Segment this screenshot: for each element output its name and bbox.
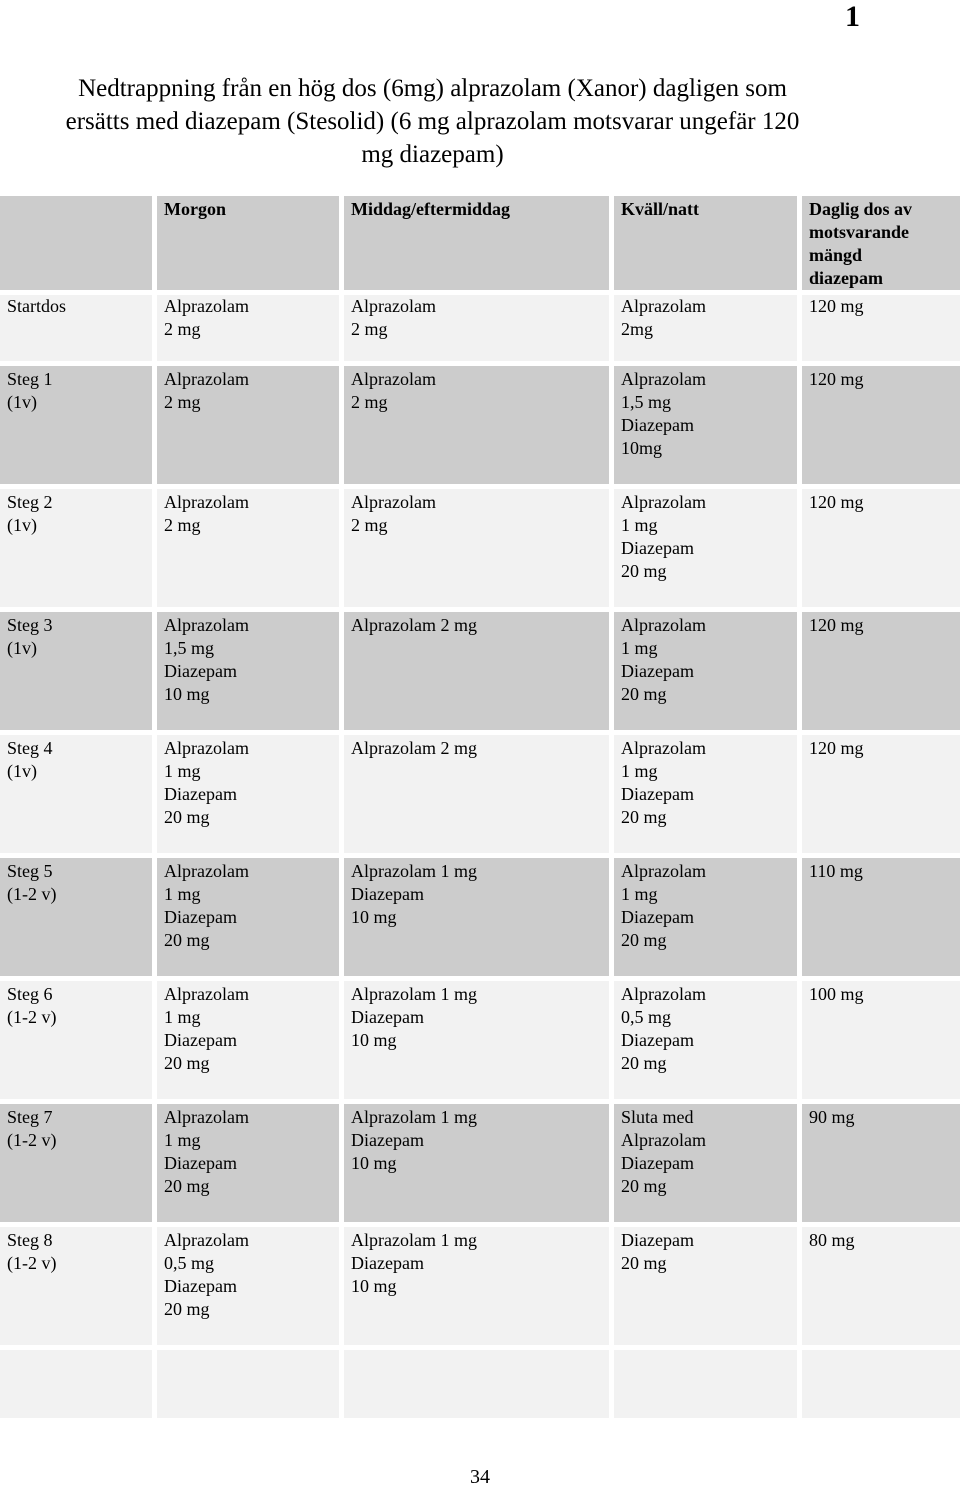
cell-line: Steg 7 bbox=[7, 1107, 53, 1127]
tapering-schedule-table bbox=[0, 191, 960, 1423]
daily-dose-cell bbox=[802, 366, 960, 484]
cell-line: 1 mg bbox=[621, 761, 658, 781]
cell-line: 10 mg bbox=[164, 684, 210, 704]
daily-dose-cell bbox=[802, 1104, 960, 1222]
cell-line: 1 mg bbox=[621, 515, 658, 535]
cell-line: Alprazolam bbox=[351, 369, 436, 389]
cell-line: 2 mg bbox=[164, 392, 201, 412]
cell-line: 20 mg bbox=[621, 684, 667, 704]
step-label-cell bbox=[0, 1227, 152, 1345]
cell-line: Diazepam bbox=[351, 1007, 424, 1027]
morning-cell bbox=[157, 981, 339, 1099]
midday-cell bbox=[344, 489, 609, 607]
cell-line: Diazepam bbox=[621, 784, 694, 804]
cell-line: Sluta med bbox=[621, 1107, 694, 1127]
midday-cell bbox=[344, 1104, 609, 1222]
cell-line: Diazepam bbox=[164, 1153, 237, 1173]
cell-line: 10mg bbox=[621, 438, 663, 458]
cell-line: Diazepam bbox=[621, 1153, 694, 1173]
cell-line: 20 mg bbox=[621, 807, 667, 827]
cell-line: Diazepam bbox=[621, 907, 694, 927]
cell-line: Alprazolam bbox=[164, 861, 249, 881]
cell-line: 0,5 mg bbox=[164, 1253, 215, 1273]
table-row bbox=[0, 981, 960, 1099]
cell-line: 20 mg bbox=[164, 1299, 210, 1319]
midday-cell bbox=[344, 366, 609, 484]
cell-line: Alprazolam 2 mg bbox=[351, 615, 477, 635]
table-row bbox=[0, 858, 960, 976]
cell-line: Alprazolam 1 mg bbox=[351, 984, 477, 1004]
cell-line: 120 mg bbox=[809, 738, 864, 758]
step-label-cell bbox=[0, 735, 152, 853]
cell-line: Steg 2 bbox=[7, 492, 53, 512]
cell-line: Diazepam bbox=[164, 661, 237, 681]
daily-dose-cell bbox=[802, 295, 960, 361]
cell-line: Alprazolam bbox=[164, 296, 249, 316]
cell-line: 1 mg bbox=[164, 761, 201, 781]
cell-line: 10 mg bbox=[351, 1030, 397, 1050]
cell-line: (1-2 v) bbox=[7, 1130, 57, 1150]
cell-line: 20 mg bbox=[164, 1176, 210, 1196]
cell-line: 90 mg bbox=[809, 1107, 855, 1127]
cell-line: 20 mg bbox=[621, 1053, 667, 1073]
midday-cell bbox=[344, 295, 609, 361]
step-label-cell bbox=[0, 366, 152, 484]
cell-line: Alprazolam bbox=[621, 296, 706, 316]
cell-line: 0,5 mg bbox=[621, 1007, 672, 1027]
cell-line: Alprazolam bbox=[164, 1230, 249, 1250]
cell-line: 2 mg bbox=[351, 392, 388, 412]
morning-cell bbox=[157, 489, 339, 607]
morning-cell bbox=[157, 1104, 339, 1222]
cell-line: Alprazolam bbox=[164, 738, 249, 758]
cell-line: 2mg bbox=[621, 319, 654, 339]
morning-cell bbox=[157, 612, 339, 730]
page-number-top: 1 bbox=[845, 0, 860, 33]
morning-cell bbox=[157, 295, 339, 361]
cell-line: 20 mg bbox=[621, 1253, 667, 1273]
header-row bbox=[0, 196, 960, 290]
evening-cell bbox=[614, 981, 797, 1099]
empty-cell bbox=[0, 1350, 152, 1418]
cell-line: Diazepam bbox=[351, 1253, 424, 1273]
cell-line: 120 mg bbox=[809, 369, 864, 389]
header-daily-line-2: motsvarande bbox=[809, 222, 909, 242]
cell-line: Alprazolam bbox=[621, 738, 706, 758]
cell-line: Alprazolam bbox=[164, 984, 249, 1004]
cell-line: 10 mg bbox=[351, 907, 397, 927]
evening-cell bbox=[614, 489, 797, 607]
cell-line: 1 mg bbox=[621, 638, 658, 658]
cell-line: 20 mg bbox=[164, 1053, 210, 1073]
cell-line: Alprazolam 1 mg bbox=[351, 1230, 477, 1250]
table-row bbox=[0, 735, 960, 853]
midday-cell bbox=[344, 612, 609, 730]
evening-cell bbox=[614, 1227, 797, 1345]
header-cell-empty bbox=[0, 196, 152, 290]
empty-cell bbox=[614, 1350, 797, 1418]
table-row bbox=[0, 1227, 960, 1345]
cell-line: Diazepam bbox=[164, 907, 237, 927]
header-morning: Morgon bbox=[157, 196, 339, 290]
evening-cell bbox=[614, 735, 797, 853]
step-label-cell bbox=[0, 295, 152, 361]
cell-line: 10 mg bbox=[351, 1153, 397, 1173]
cell-line: Alprazolam bbox=[164, 1107, 249, 1127]
title-line-2: ersätts med diazepam (Stesolid) (6 mg alprazolam motsvarar ungefär 120 bbox=[65, 108, 800, 135]
cell-line: (1-2 v) bbox=[7, 884, 57, 904]
evening-cell bbox=[614, 366, 797, 484]
morning-cell bbox=[157, 735, 339, 853]
midday-cell bbox=[344, 1227, 609, 1345]
cell-line: 2 mg bbox=[351, 515, 388, 535]
header-midday: Middag/eftermiddag bbox=[344, 196, 609, 290]
evening-cell bbox=[614, 858, 797, 976]
cell-line: Diazepam bbox=[621, 661, 694, 681]
cell-line: (1-2 v) bbox=[7, 1007, 57, 1027]
cell-line: Alprazolam bbox=[164, 492, 249, 512]
daily-dose-cell bbox=[802, 735, 960, 853]
cell-line: 20 mg bbox=[621, 930, 667, 950]
step-label-cell bbox=[0, 1104, 152, 1222]
cell-line: 20 mg bbox=[621, 1176, 667, 1196]
table-row bbox=[0, 612, 960, 730]
cell-line: 20 mg bbox=[164, 807, 210, 827]
cell-line: Alprazolam bbox=[164, 369, 249, 389]
empty-cell bbox=[157, 1350, 339, 1418]
cell-line: (1v) bbox=[7, 392, 37, 412]
cell-line: Diazepam bbox=[621, 415, 694, 435]
step-label-cell bbox=[0, 489, 152, 607]
step-label-cell bbox=[0, 858, 152, 976]
cell-line: 1,5 mg bbox=[621, 392, 672, 412]
cell-line: Alprazolam bbox=[621, 984, 706, 1004]
table-row bbox=[0, 295, 960, 361]
cell-line: 110 mg bbox=[809, 861, 863, 881]
cell-line: Alprazolam bbox=[351, 296, 436, 316]
cell-line: Alprazolam bbox=[621, 615, 706, 635]
daily-dose-cell bbox=[802, 858, 960, 976]
schedule-body bbox=[0, 196, 960, 1418]
cell-line: Steg 8 bbox=[7, 1230, 53, 1250]
evening-cell bbox=[614, 612, 797, 730]
table-row bbox=[0, 489, 960, 607]
step-label-cell bbox=[0, 981, 152, 1099]
evening-cell bbox=[614, 1104, 797, 1222]
cell-line: 120 mg bbox=[809, 296, 864, 316]
header-daily-line-4: diazepam bbox=[809, 268, 883, 288]
empty-cell bbox=[344, 1350, 609, 1418]
cell-line: 2 mg bbox=[164, 319, 201, 339]
morning-cell bbox=[157, 858, 339, 976]
cell-line: Diazepam bbox=[621, 538, 694, 558]
step-label-cell bbox=[0, 612, 152, 730]
cell-line: (1v) bbox=[7, 515, 37, 535]
cell-line: Alprazolam bbox=[621, 861, 706, 881]
morning-cell bbox=[157, 1227, 339, 1345]
daily-dose-cell bbox=[802, 981, 960, 1099]
cell-line: Diazepam bbox=[164, 1030, 237, 1050]
cell-line: Alprazolam bbox=[621, 492, 706, 512]
empty-cell bbox=[802, 1350, 960, 1418]
cell-line: Alprazolam 2 mg bbox=[351, 738, 477, 758]
cell-line: Alprazolam bbox=[621, 1130, 706, 1150]
header-daily-dose bbox=[802, 196, 960, 290]
cell-line: Steg 1 bbox=[7, 369, 53, 389]
header-daily-line-3: mängd bbox=[809, 245, 863, 265]
header-daily-line-1: Daglig dos av bbox=[809, 199, 913, 219]
empty-table-row bbox=[0, 1350, 960, 1418]
cell-line: 120 mg bbox=[809, 615, 864, 635]
cell-line: Steg 5 bbox=[7, 861, 53, 881]
cell-line: 1 mg bbox=[164, 884, 201, 904]
cell-line: Alprazolam bbox=[351, 492, 436, 512]
daily-dose-cell bbox=[802, 489, 960, 607]
cell-line: Steg 6 bbox=[7, 984, 53, 1004]
cell-line: Diazepam bbox=[164, 784, 237, 804]
cell-line: 1 mg bbox=[621, 884, 658, 904]
table-row bbox=[0, 366, 960, 484]
cell-line: Alprazolam bbox=[164, 615, 249, 635]
cell-line: Alprazolam 1 mg bbox=[351, 1107, 477, 1127]
daily-dose-cell bbox=[802, 1227, 960, 1345]
cell-line: Diazepam bbox=[621, 1230, 694, 1250]
cell-line: 2 mg bbox=[164, 515, 201, 535]
daily-dose-cell bbox=[802, 612, 960, 730]
cell-line: 120 mg bbox=[809, 492, 864, 512]
table-row bbox=[0, 1104, 960, 1222]
cell-line: 2 mg bbox=[351, 319, 388, 339]
cell-line: Diazepam bbox=[351, 1130, 424, 1150]
cell-line: 20 mg bbox=[164, 930, 210, 950]
midday-cell bbox=[344, 858, 609, 976]
cell-line: Alprazolam bbox=[621, 369, 706, 389]
cell-line: 20 mg bbox=[621, 561, 667, 581]
title-line-1: Nedtrappning från en hög dos (6mg) alprazolam (Xanor) dagligen som bbox=[78, 75, 787, 102]
midday-cell bbox=[344, 981, 609, 1099]
cell-line: 1,5 mg bbox=[164, 638, 215, 658]
cell-line: Steg 3 bbox=[7, 615, 53, 635]
cell-line: Alprazolam 1 mg bbox=[351, 861, 477, 881]
evening-cell bbox=[614, 295, 797, 361]
midday-cell bbox=[344, 735, 609, 853]
cell-line: 100 mg bbox=[809, 984, 864, 1004]
cell-line: 1 mg bbox=[164, 1007, 201, 1027]
title-line-3: mg diazepam) bbox=[361, 141, 504, 168]
document-title bbox=[0, 72, 865, 171]
header-evening: Kväll/natt bbox=[614, 196, 797, 290]
cell-line: (1v) bbox=[7, 761, 37, 781]
cell-line: Diazepam bbox=[164, 1276, 237, 1296]
cell-line: Diazepam bbox=[621, 1030, 694, 1050]
cell-line: 1 mg bbox=[164, 1130, 201, 1150]
cell-line: 80 mg bbox=[809, 1230, 855, 1250]
cell-line: 10 mg bbox=[351, 1276, 397, 1296]
cell-line: Diazepam bbox=[351, 884, 424, 904]
cell-line: Steg 4 bbox=[7, 738, 53, 758]
morning-cell bbox=[157, 366, 339, 484]
cell-line: (1-2 v) bbox=[7, 1253, 57, 1273]
page-number-bottom: 34 bbox=[470, 1466, 490, 1488]
cell-line: Startdos bbox=[7, 296, 67, 316]
cell-line: (1v) bbox=[7, 638, 37, 658]
